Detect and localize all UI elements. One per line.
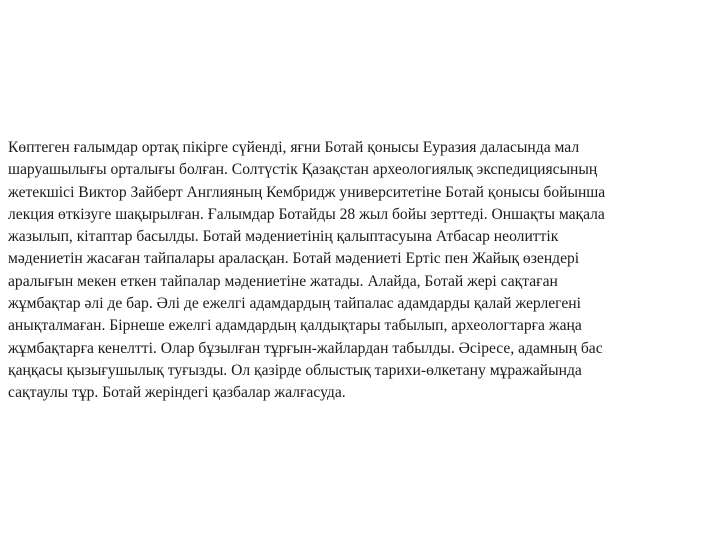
paragraph-line: жазылып, кітаптар басылды. Ботай мәдениетінің қалыптасуына Атбасар неолиттік — [8, 228, 559, 246]
body-paragraph — [8, 137, 712, 405]
paragraph-line: жетекшісі Виктор Зайберт Англияның Кембридж университетіне Ботай қонысы бойынша — [8, 183, 606, 201]
paragraph-line: сақтаулы тұр. Ботай жеріндегі қазбалар жалғасуда. — [8, 384, 346, 402]
paragraph-line: Көптеген ғалымдар ортақ пікірге сүйенді, яғни Ботай қонысы Еуразия даласында мал — [8, 139, 580, 156]
paragraph-line: мәдениетін жасаған тайпалары араласқан. Ботай мәдениеті Ертіс пен Жайық өзендері — [8, 250, 580, 268]
paragraph-line: жұмбақтар әлі де бар. Әлі де ежелгі адамдардың тайпалас адамдарды қалай жерлегені — [8, 295, 581, 313]
paragraph-line: шаруашылығы орталығы болған. Солтүстік Қазақстан археологиялық экспедициясының — [8, 161, 598, 179]
paragraph-line: қаңқасы қызығушылық туғызды. Ол қазірде облыстық тарихи-өлкетану мұражайында — [8, 361, 582, 379]
paragraph-line: жұмбақтарға кенелтті. Олар бұзылған тұрғын-жайлардан табылды. Әсіресе, адамның бас — [8, 339, 603, 357]
paragraph-line: лекция өткізуге шақырылған. Ғалымдар Ботайды 28 жыл бойы зерттеді. Оншақты мақала — [8, 205, 605, 223]
paragraph-line: анықталмаған. Бірнеше ежелгі адамдардың қалдықтары табылып, археологтарға жаңа — [8, 317, 582, 335]
paragraph-line: аралығын мекен еткен тайпалар мәдениетіне жатады. Алайда, Ботай жері сақтаған — [8, 272, 558, 290]
